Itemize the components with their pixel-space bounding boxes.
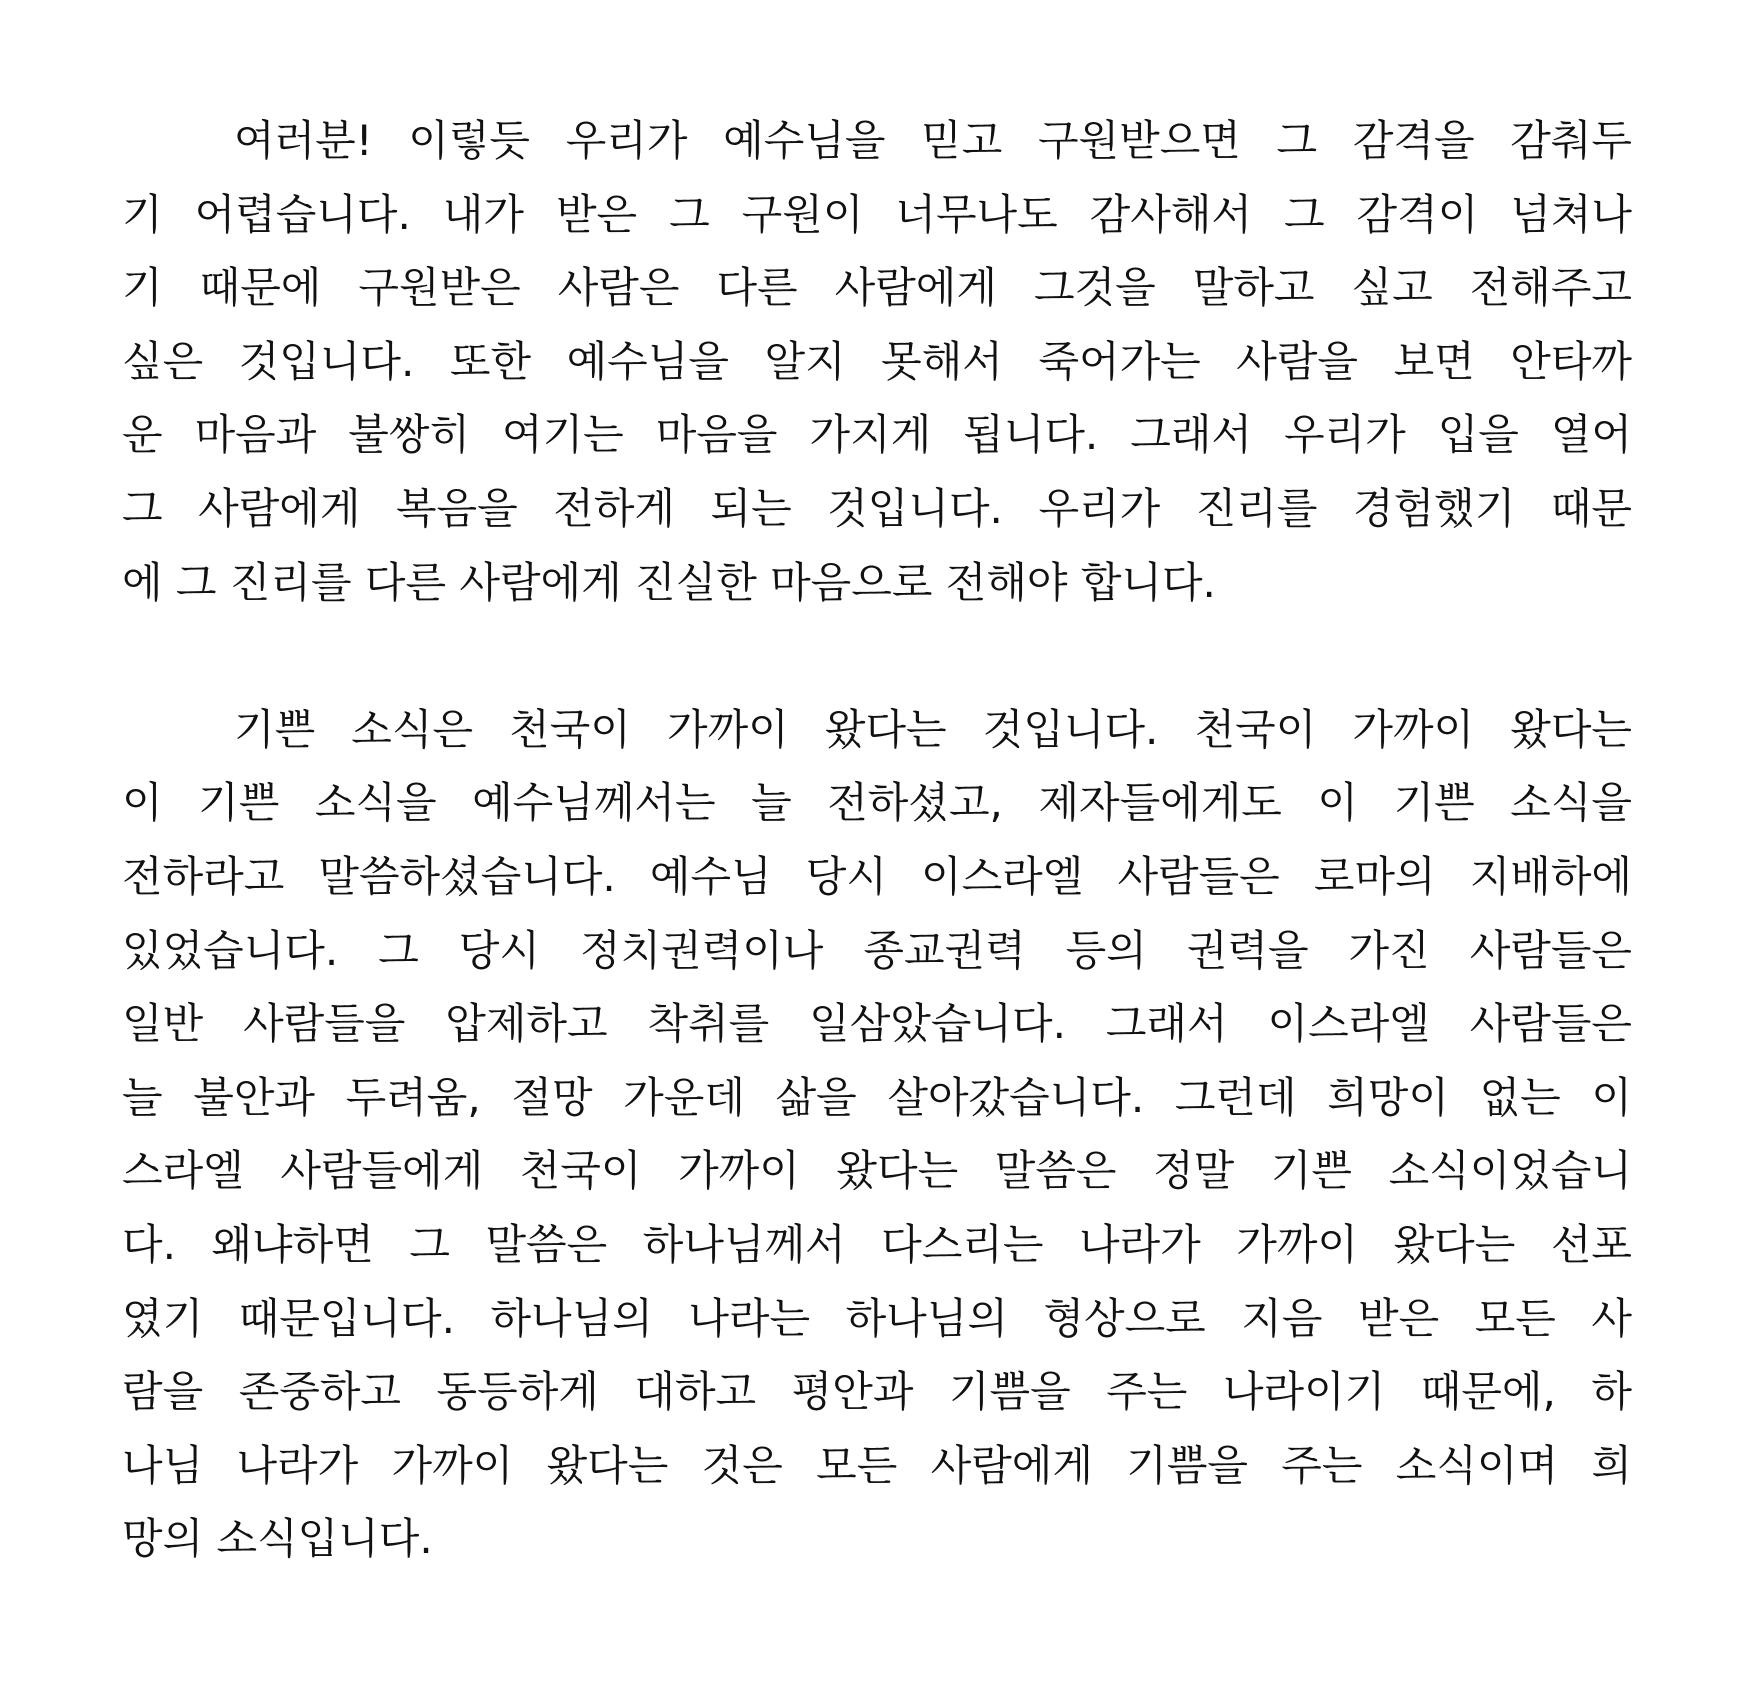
paragraph-line: 나님 나라가 가까이 왔다는 것은 모든 사람에게 기쁨을 주는 소식이며 희 xyxy=(122,1440,1632,1490)
paragraph-line: 였기 때문입니다. 하나님의 나라는 하나님의 형상으로 지음 받은 모든 사 xyxy=(122,1293,1632,1343)
paragraph-line: 전하라고 말씀하셨습니다. 예수님 당시 이스라엘 사람들은 로마의 지배하에 xyxy=(122,851,1632,901)
paragraph-line: 기 어렵습니다. 내가 받은 그 구원이 너무나도 감사해서 그 감격이 넘쳐나 xyxy=(122,189,1632,239)
paragraph-1 xyxy=(122,104,1632,619)
paragraph-line: 스라엘 사람들에게 천국이 가까이 왔다는 말씀은 정말 기쁜 소식이었습니 xyxy=(122,1146,1632,1196)
paragraph-line: 운 마음과 불쌍히 여기는 마음을 가지게 됩니다. 그래서 우리가 입을 열어 xyxy=(122,410,1632,460)
paragraph-line: 늘 불안과 두려움, 절망 가운데 삶을 살아갔습니다. 그런데 희망이 없는 이 xyxy=(122,1072,1632,1122)
paragraph-line: 일반 사람들을 압제하고 착취를 일삼았습니다. 그래서 이스라엘 사람들은 xyxy=(122,999,1632,1049)
paragraph-line: 다. 왜냐하면 그 말씀은 하나님께서 다스리는 나라가 가까이 왔다는 선포 xyxy=(122,1219,1632,1269)
paragraph-line: 이 기쁜 소식을 예수님께서는 늘 전하셨고, 제자들에게도 이 기쁜 소식을 xyxy=(122,778,1632,828)
document-page xyxy=(122,104,1632,1576)
paragraph-line: 망의 소식입니다. xyxy=(122,1514,433,1564)
paragraph-line: 싶은 것입니다. 또한 예수님을 알지 못해서 죽어가는 사람을 보면 안타까 xyxy=(122,336,1632,386)
paragraph-line: 기쁜 소식은 천국이 가까이 왔다는 것입니다. 천국이 가까이 왔다는 xyxy=(234,704,1632,754)
paragraph-line: 그 사람에게 복음을 전하게 되는 것입니다. 우리가 진리를 경험했기 때문 xyxy=(122,483,1632,533)
paragraph-line: 람을 존중하고 동등하게 대하고 평안과 기쁨을 주는 나라이기 때문에, 하 xyxy=(122,1367,1632,1417)
paragraph-2 xyxy=(122,693,1632,1576)
paragraph-line: 기 때문에 구원받은 사람은 다른 사람에게 그것을 말하고 싶고 전해주고 xyxy=(122,263,1632,313)
paragraph-line: 여러분! 이렇듯 우리가 예수님을 믿고 구원받으면 그 감격을 감춰두 xyxy=(234,116,1632,165)
paragraph-line: 에 그 진리를 다른 사람에게 진실한 마음으로 전해야 합니다. xyxy=(122,557,1216,607)
paragraph-line: 있었습니다. 그 당시 정치권력이나 종교권력 등의 권력을 가진 사람들은 xyxy=(122,925,1632,975)
